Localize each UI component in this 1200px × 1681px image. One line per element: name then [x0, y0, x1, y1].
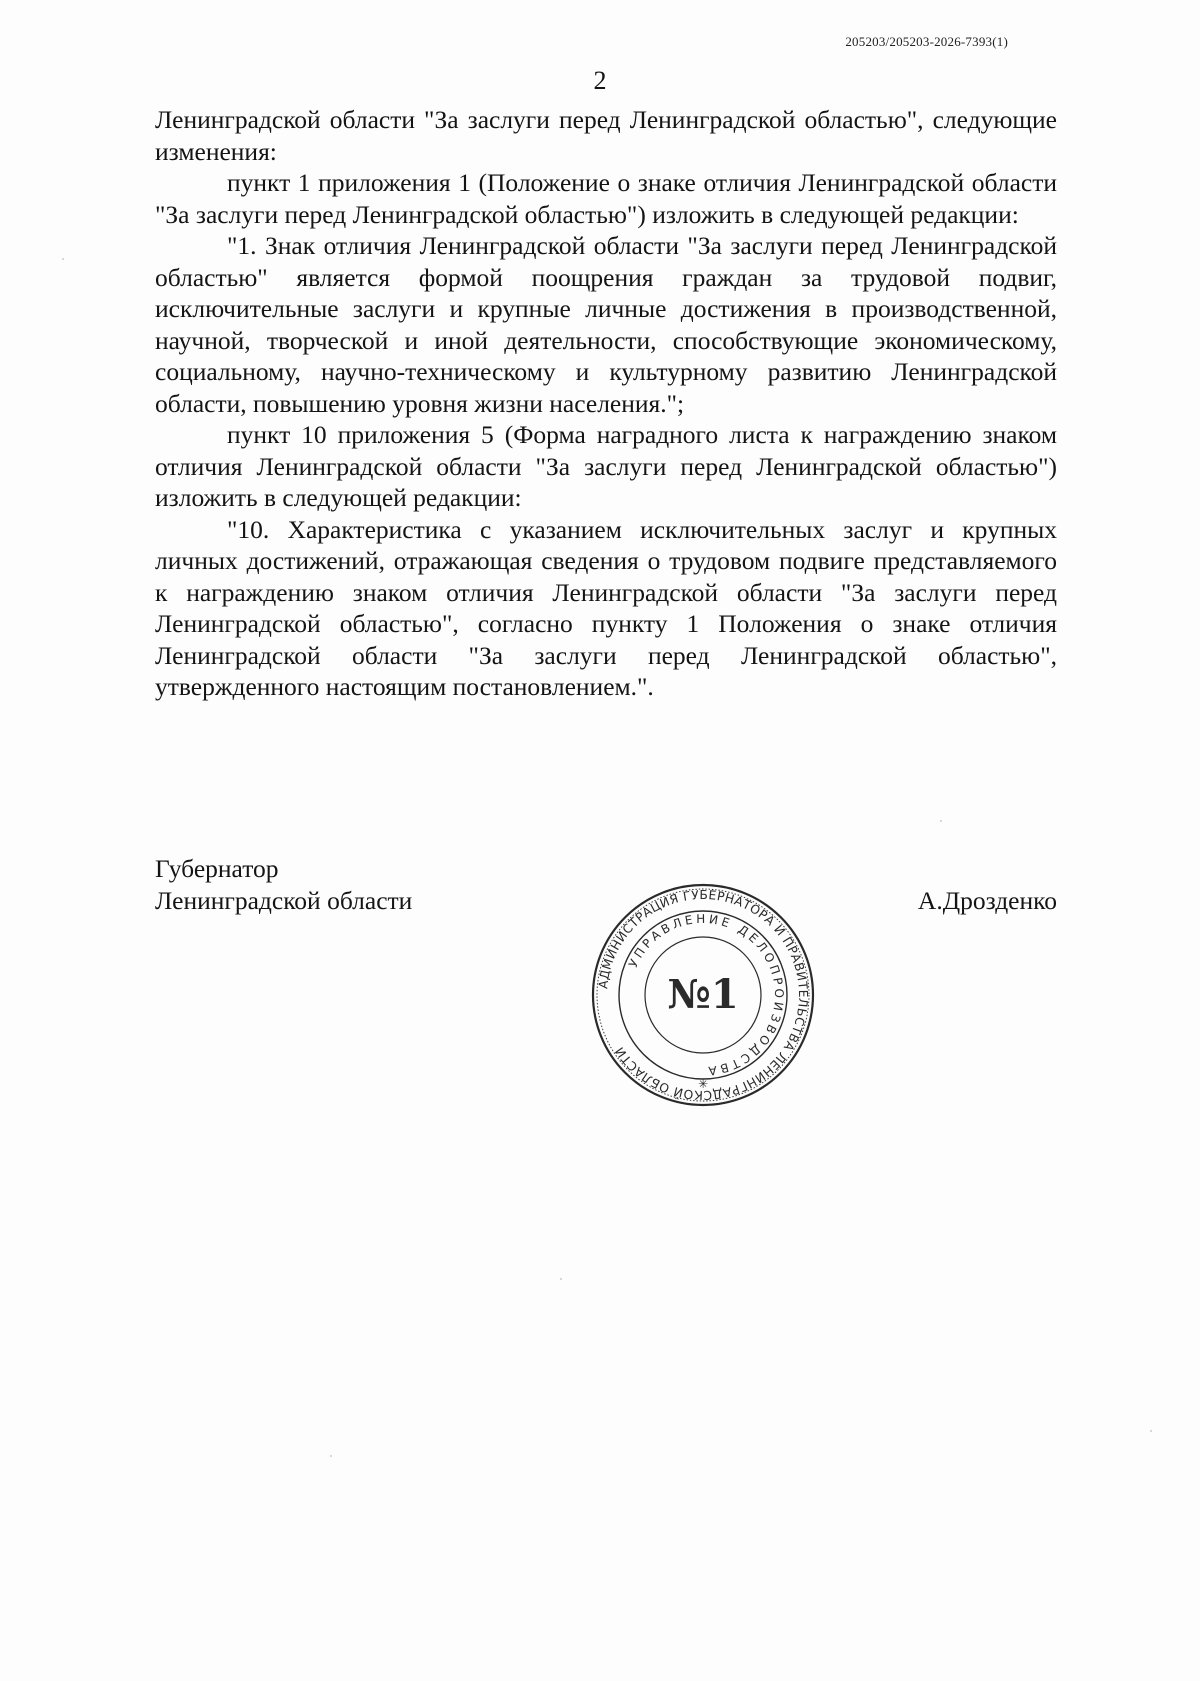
body-paragraph: пункт 1 приложения 1 (Положение о знаке отличия Ленинградской области "За заслуги перед Ленинградской областью") изложить в следующей редакции: — [155, 168, 1057, 229]
faint-bleedthrough-header — [222, 18, 422, 40]
document-body — [155, 104, 1057, 703]
body-paragraph: "10. Характеристика с указанием исключительных заслуг и крупных личных достижений, отражающая сведения о трудовом подвиге представляемого к награждению знаком отличия Ленинградской области "За заслуги перед Ленинградской областью", согласно пункту 1 Положения о знаке отличия Ленинградской области "За заслуги перед Ленинградской областью", утвержденного настоящим постановлением.". — [155, 514, 1057, 701]
signatory-title-line2: Ленинградской области — [155, 886, 413, 915]
scan-speck — [940, 820, 942, 822]
scan-speck — [330, 1455, 332, 1457]
body-paragraph: "1. Знак отличия Ленинградской области "За заслуги перед Ленинградской областью" является формой поощрения граждан за трудовой подвиг, исключительные заслуги и крупные личные достижения в производственной, научной, творческой и иной деятельности, способствующие экономическому, социальному, научно-техническому и культурному развитию Ленинградской области, повышению уровня жизни населения."; — [155, 231, 1057, 418]
signatory-name: А.Дрозденко — [917, 886, 1057, 915]
registration-number: 205203/205203-2026-7393(1) — [845, 34, 1008, 49]
signatory-title-line1: Губернатор — [155, 854, 279, 883]
stamp-center-number: №1 — [667, 971, 739, 1018]
official-round-stamp — [588, 880, 818, 1110]
stamp-outer-text: АДМИНИСТРАЦИЯ ГУБЕРНАТОРА И ПРАВИТЕЛЬСТВА ЛЕНИНГРАДСКОЙ ОБЛАСТИ — [596, 887, 811, 1103]
scan-speck — [560, 1278, 562, 1280]
scan-speck — [62, 258, 64, 260]
page-number: 2 — [593, 66, 607, 95]
body-paragraph: пункт 10 приложения 5 (Форма наградного листа к награждению знаком отличия Ленинградской области "За заслуги перед Ленинградской областью") изложить в следующей редакции: — [155, 420, 1057, 512]
scan-speck — [1150, 1430, 1152, 1432]
stamp-inner-text: УПРАВЛЕНИЕ ДЕЛОПРОИЗВОДСТВА — [625, 911, 787, 1079]
body-paragraph: Ленинградской области "За заслуги перед Ленинградской областью", следующие изменения: — [155, 105, 1057, 166]
stamp-star-icon: ✳ — [697, 1077, 709, 1091]
